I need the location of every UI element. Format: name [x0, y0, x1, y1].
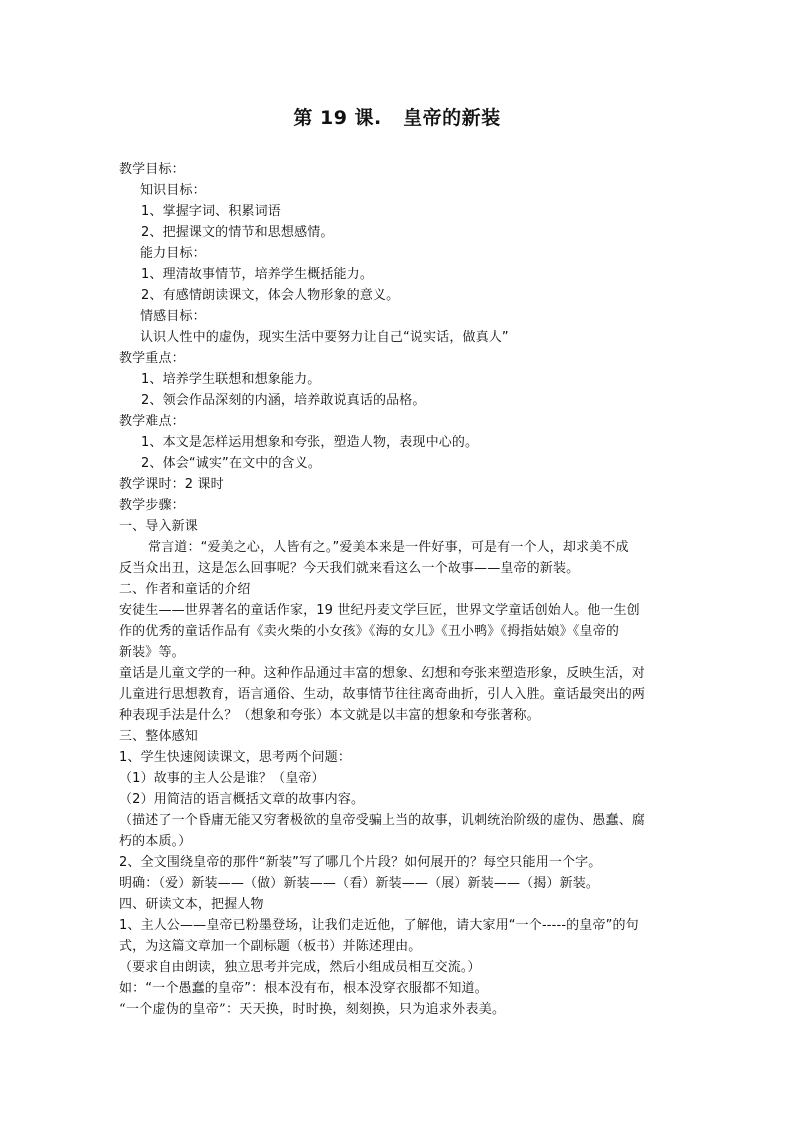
text-line: 2、把握课文的情节和思想感情。: [141, 225, 334, 240]
text-line: 1、本文是怎样运用想象和夸张，塑造人物，表现中心的。: [141, 435, 479, 450]
text-line: 1、学生快速阅读课文，思考两个问题：: [119, 750, 351, 765]
text-line: （2）用简洁的语言概括文章的故事内容。: [119, 792, 365, 807]
text-line: 作的优秀的童话作品有《卖火柴的小女孩》《海的女儿》《丑小鸭》《拇指姑娘》《皇帝的: [119, 624, 620, 639]
text-line: “一个虚伪的皇帝”：天天换，时时换，刻刻换，只为追求外表美。: [119, 1002, 506, 1017]
text-line: （要求自由朗读，独立思考并完成，然后小组成员相互交流。）: [119, 960, 481, 975]
text-line: （描述了一个昏庸无能又穷奢极欲的皇帝受骗上当的故事，讥刺统治阶级的虚伪、愚蠢、腐: [119, 813, 646, 828]
text-line: 2、体会“诚实”在文中的含义。: [141, 456, 321, 471]
text-line: 认识人性中的虚伪，现实生活中要努力让自己“说实话，做真人”: [140, 330, 509, 345]
text-line: 知识目标：: [140, 183, 206, 198]
text-line: 教学难点：: [119, 414, 185, 429]
text-line: 如：“一个愚蠢的皇帝”：根本没有布，根本没穿衣服都不知道。: [119, 981, 488, 996]
text-line: 2、有感情朗读课文，体会人物形象的意义。: [141, 288, 400, 303]
text-line: 2、领会作品深刻的内涵，培养敢说真话的品格。: [141, 393, 426, 408]
text-line: 情感目标：: [140, 309, 206, 324]
section-heading: 三、整体感知: [119, 729, 198, 744]
lesson-body: [119, 159, 683, 1020]
text-line: 2、全文围绕皇帝的那件“新装”写了哪几个片段？如何展开的？每空只能用一个字。: [119, 855, 602, 870]
text-line: 种表现手法是什么？（想象和夸张）本文就是以丰富的想象和夸张著称。: [119, 708, 540, 723]
text-line: 教学课时：2 课时: [119, 477, 224, 492]
text-line: 1、理清故事情节，培养学生概括能力。: [141, 267, 373, 282]
text-line: 新装》等。: [119, 645, 185, 660]
text-line: 教学步骤：: [119, 498, 185, 513]
text-line: 反当众出丑，这是怎么回事呢？今天我们就来看这么一个故事——皇帝的新装。: [119, 561, 580, 576]
text-line: 1、掌握字词、积累词语: [141, 204, 281, 219]
text-line: 1、主人公——皇帝已粉墨登场，让我们走近他，了解他，请大家用“一个-----的皇帝”的句: [119, 918, 639, 933]
text-line: 教学重点：: [119, 351, 185, 366]
section-heading: 一、导入新课: [119, 519, 198, 534]
text-line: 安徒生——世界著名的童话作家，19 世纪丹麦文学巨匠，世界文学童话创始人。他一生创: [119, 603, 640, 618]
section-heading: 四、研读文本，把握人物: [119, 897, 264, 912]
text-line: 1、培养学生联想和想象能力。: [141, 372, 321, 387]
text-line: （1）故事的主人公是谁？（皇帝）: [119, 771, 325, 786]
text-line: 儿童进行思想教育，语言通俗、生动，故事情节往往离奇曲折，引人入胜。童话最突出的两: [119, 687, 646, 702]
section-heading: 二、作者和童话的介绍: [119, 582, 251, 597]
text-line: 教学目标：: [119, 162, 185, 177]
lesson-title: 第 19 课. 皇帝的新装: [293, 107, 501, 129]
text-line: 朽的本质。）: [119, 834, 192, 849]
text-line: 童话是儿童文学的一种。这种作品通过丰富的想象、幻想和夸张来塑造形象，反映生活，对: [119, 666, 646, 681]
text-line: 式，为这篇文章加一个副标题（板书）并陈述理由。: [119, 939, 422, 954]
text-line: 明确：（爱）新装——（做）新装——（看）新装——（展）新装——（揭）新装。: [119, 876, 600, 891]
text-line: 能力目标：: [140, 246, 206, 261]
text-line: 常言道：“爱美之心，人皆有之。”爱美本来是一件好事，可是有一个人，却求美不成: [148, 540, 629, 555]
